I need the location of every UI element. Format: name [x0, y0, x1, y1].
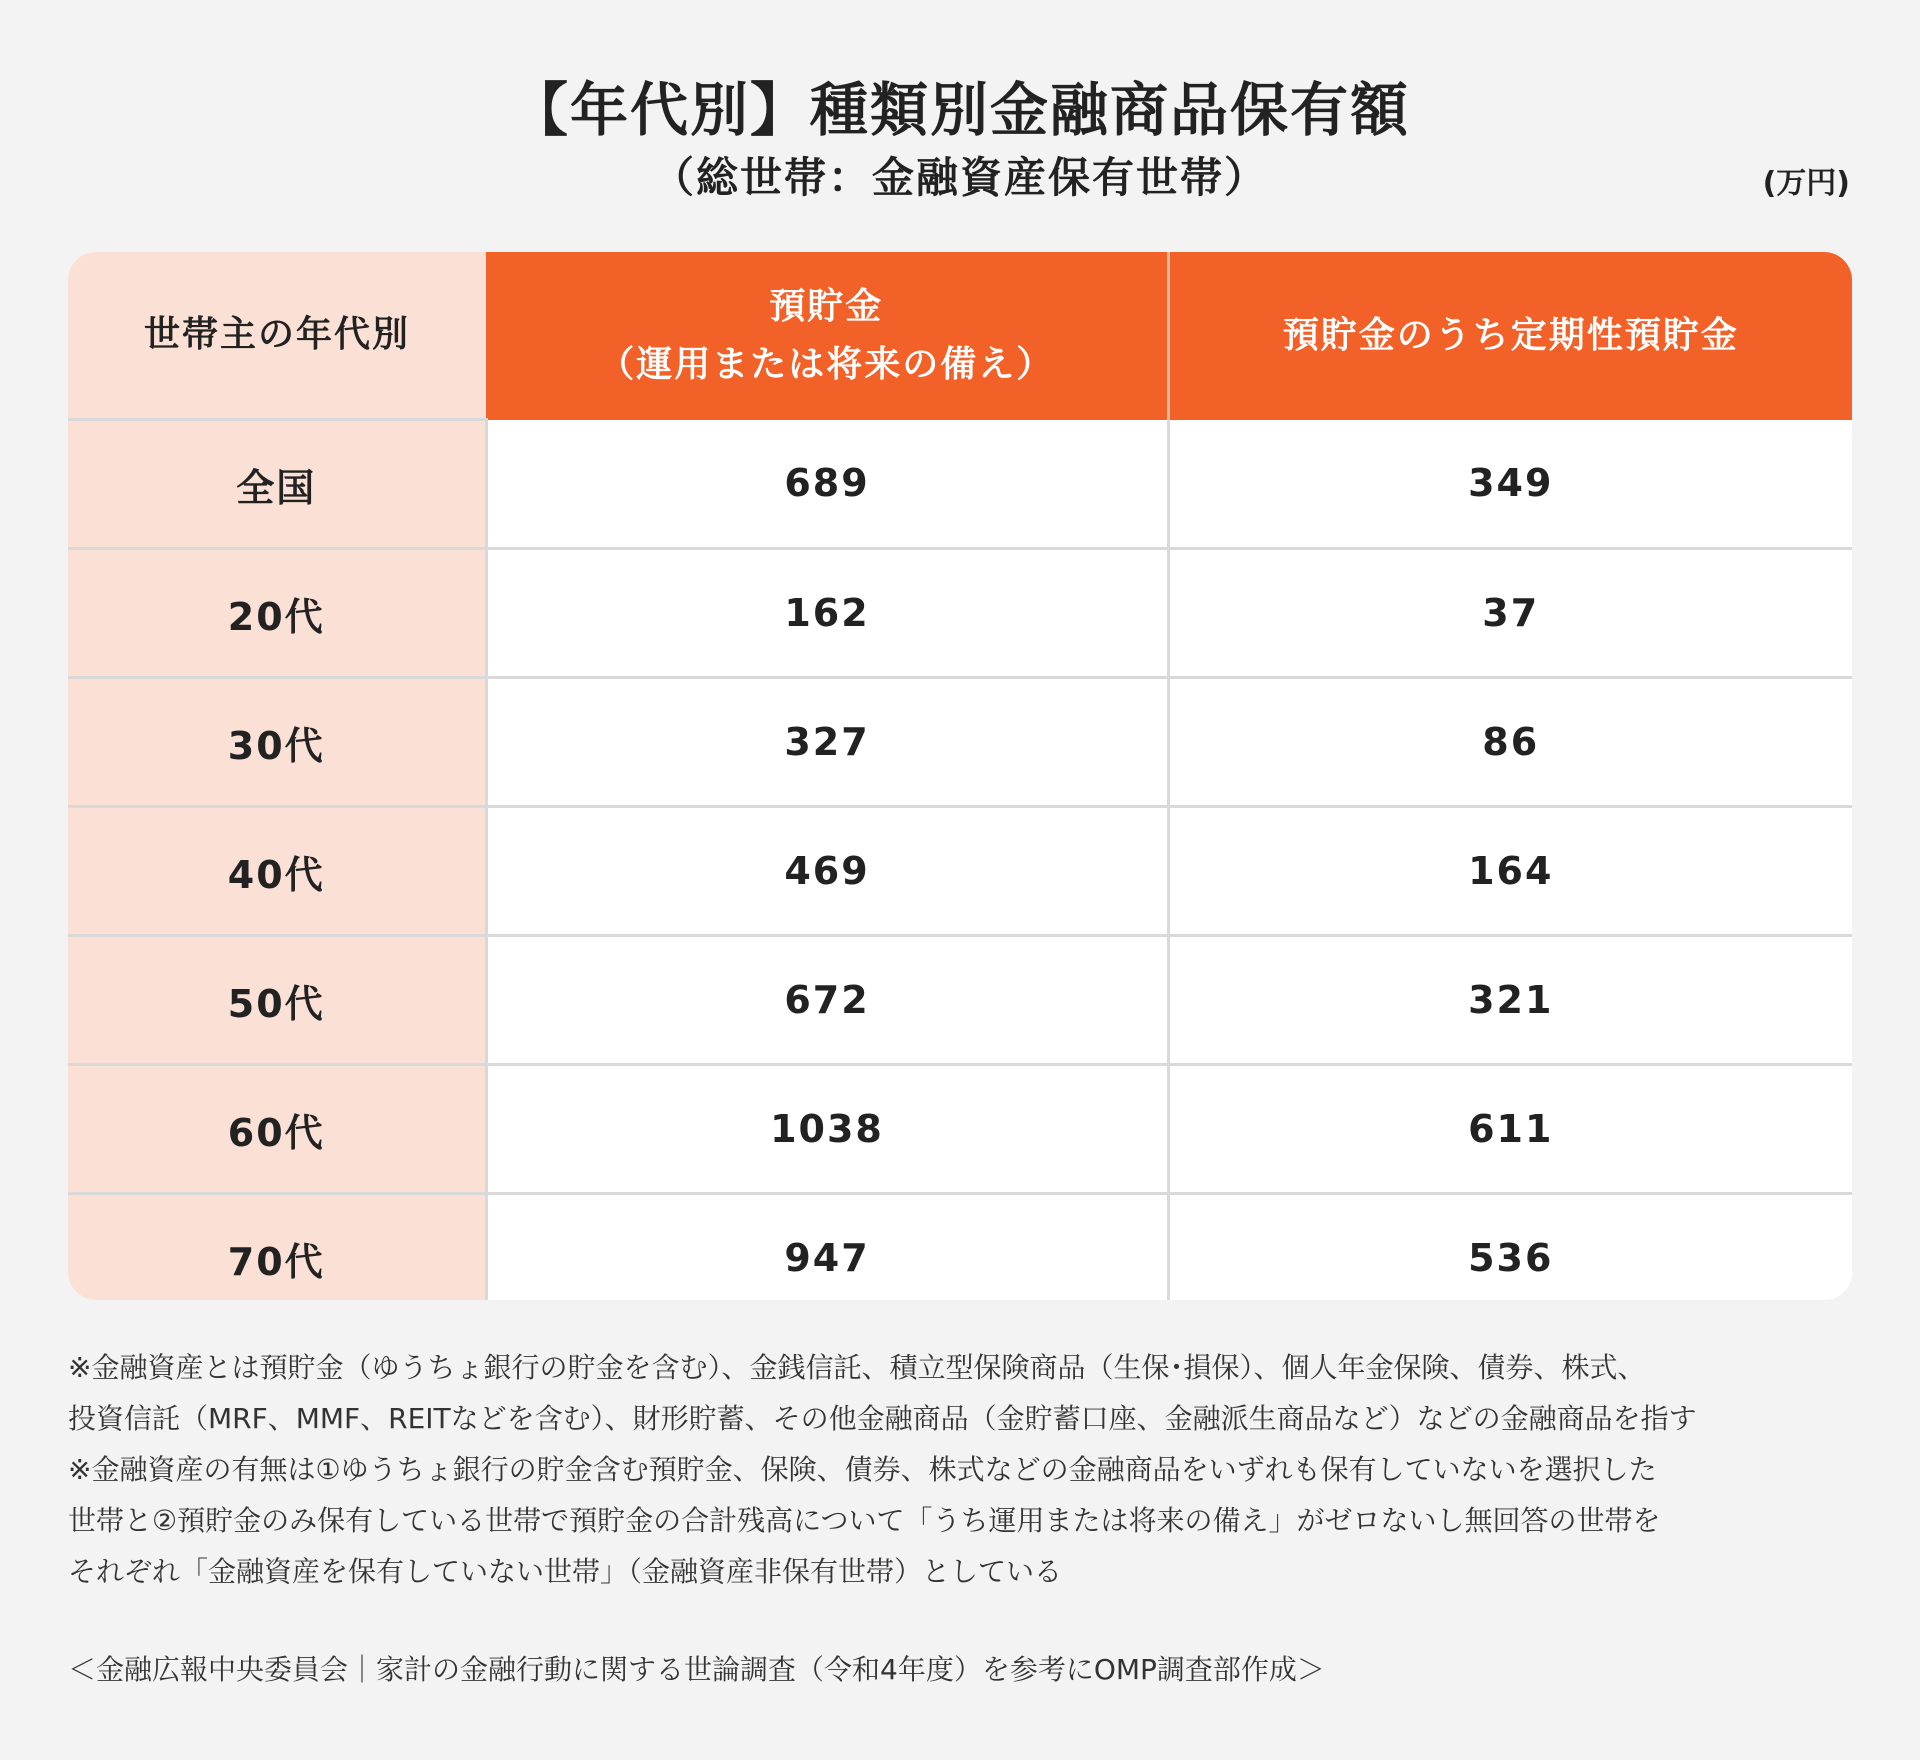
row-label: 60代	[68, 1065, 486, 1194]
table	[68, 252, 1852, 1300]
savings-value: 469	[486, 807, 1168, 936]
footnote-line: ※金融資産の有無は①ゆうちょ銀行の貯金含む預貯金、保険、債券、株式などの金融商品をいずれも保有していないを選択した	[68, 1453, 1657, 1486]
table-row	[68, 807, 1852, 936]
table-row	[68, 549, 1852, 678]
table-row	[68, 420, 1852, 549]
column-header-time-deposits: 預貯金のうち定期性預貯金	[1168, 252, 1852, 420]
time-deposits-value: 349	[1168, 420, 1852, 549]
column-header-savings-line1: 預貯金	[769, 285, 884, 327]
source-citation: ＜金融広報中央委員会｜家計の金融行動に関する世論調査（令和4年度）を参考にOMP調査部作成＞	[68, 1653, 1325, 1686]
table-row	[68, 1194, 1852, 1301]
savings-value: 162	[486, 549, 1168, 678]
row-label: 全国	[68, 420, 486, 549]
time-deposits-value: 321	[1168, 936, 1852, 1065]
savings-value: 327	[486, 678, 1168, 807]
time-deposits-value: 86	[1168, 678, 1852, 807]
savings-value: 672	[486, 936, 1168, 1065]
row-label: 30代	[68, 678, 486, 807]
row-label: 70代	[68, 1194, 486, 1301]
footnote-line: 世帯と②預貯金のみ保有している世帯で預貯金の合計残高について「うち運用または将来の備え」がゼロないし無回答の世帯を	[68, 1504, 1661, 1537]
row-label: 50代	[68, 936, 486, 1065]
column-header-savings-line2: （運用または将来の備え）	[598, 343, 1055, 385]
chart-title: 【年代別】種類別金融商品保有額	[509, 76, 1410, 144]
table-header-row	[68, 252, 1852, 420]
column-header-age-group: 世帯主の年代別	[68, 252, 486, 420]
time-deposits-value: 536	[1168, 1194, 1852, 1301]
table-body	[68, 420, 1852, 1301]
savings-value: 689	[486, 420, 1168, 549]
footnotes	[68, 1342, 1868, 1597]
table-row	[68, 936, 1852, 1065]
footnote-line: 投資信託（MRF、MMF、REITなどを含む）、財形貯蓄、その他金融商品（金貯蓄口座、金融派生商品など）などの金融商品を指す	[68, 1402, 1697, 1435]
row-label: 40代	[68, 807, 486, 936]
data-table	[68, 252, 1852, 1300]
savings-value: 947	[486, 1194, 1168, 1301]
chart-subtitle: （総世帯：金融資産保有世帯）	[651, 153, 1268, 202]
unit-label: (万円)	[1762, 166, 1850, 201]
savings-value: 1038	[486, 1065, 1168, 1194]
row-label: 20代	[68, 549, 486, 678]
footnote-line: ※金融資産とは預貯金（ゆうちょ銀行の貯金を含む）、金銭信託、積立型保険商品（生保･損保）、個人年金保険、債券、株式、	[68, 1351, 1646, 1384]
time-deposits-value: 611	[1168, 1065, 1852, 1194]
table-row	[68, 1065, 1852, 1194]
time-deposits-value: 164	[1168, 807, 1852, 936]
time-deposits-value: 37	[1168, 549, 1852, 678]
table-row	[68, 678, 1852, 807]
column-header-savings	[486, 252, 1168, 420]
footnote-line: それぞれ「金融資産を保有していない世帯」（金融資産非保有世帯）としている	[68, 1555, 1063, 1588]
